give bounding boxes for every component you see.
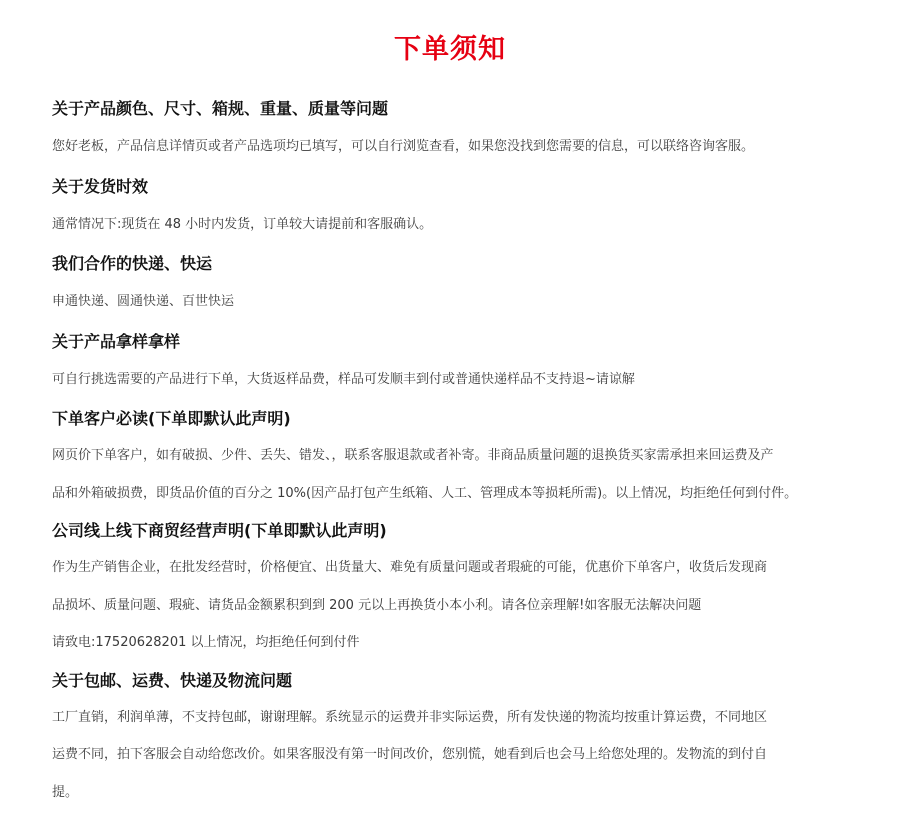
section-heading: 下单客户必读(下单即默认此声明) xyxy=(52,409,291,428)
section-text-line: 品和外箱破损费，即货品价值的百分之 10%(因产品打包产生纸箱、人工、管理成本等损耗所需)。以上情况，均拒绝任何到付件。 xyxy=(52,485,798,501)
section-business-statement xyxy=(52,516,848,662)
section-body xyxy=(52,128,848,166)
section-text-line: 通常情况下:现货在 48 小时内发货，订单较大请提前和客服确认。 xyxy=(52,216,433,232)
section-heading: 关于产品拿样拿样 xyxy=(52,331,181,351)
section-text-line: 提。 xyxy=(52,784,79,800)
section-body xyxy=(52,283,848,321)
section-text-line: 申通快递、圆通快递、百世快运 xyxy=(52,294,235,309)
section-text-line: 可自行挑选需要的产品进行下单，大货返样品费，样品可发顺丰到付或普通快递样品不支持退~请谅解 xyxy=(52,371,635,387)
page-title: 下单须知 xyxy=(394,34,506,65)
section-body xyxy=(52,361,848,399)
section-text-line: 作为生产销售企业，在批发经营时，价格便宜、出货量大、难免有质量问题或者瑕疵的可能，优惠价下单客户，收货后发现商 xyxy=(52,560,768,575)
section-text-line: 工厂直销，利润单薄，不支持包邮，谢谢理解。系统显示的运费并非实际运费，所有发快递的物流均按重计算运费，不同地区 xyxy=(52,709,768,725)
section-body xyxy=(52,699,848,812)
section-heading: 公司线上线下商贸经营声明(下单即默认此声明) xyxy=(52,521,387,540)
section-samples xyxy=(52,327,848,399)
section-shipping-time xyxy=(52,172,848,244)
section-customer-notice xyxy=(52,404,848,512)
section-text-line: 您好老板，产品信息详情页或者产品选项均已填写，可以自行浏览查看，如果您没找到您需要的信息，可以联络咨询客服。 xyxy=(52,139,755,154)
section-body xyxy=(52,549,848,662)
section-postage-logistics xyxy=(52,666,848,812)
section-text-line: 品损坏、质量问题、瑕疵、请货品金额累积到到 200 元以上再换货小本小利。请各位亲理解!如客服无法解决问题 xyxy=(52,597,702,613)
section-text-line: 运费不同，拍下客服会自动给您改价。如果客服没有第一时间改价，您别慌，她看到后也会马上给您处理的。发物流的到付自 xyxy=(52,747,768,762)
section-body xyxy=(52,206,848,244)
section-body xyxy=(52,437,848,512)
section-heading: 关于产品颜色、尺寸、箱规、重量、质量等问题 xyxy=(52,99,389,118)
section-heading: 我们合作的快递、快运 xyxy=(52,254,213,273)
section-text-line: 请致电:17520628201 以上情况，均拒绝任何到付件 xyxy=(52,635,360,650)
section-product-info xyxy=(52,94,848,166)
notice-sections xyxy=(52,94,848,811)
section-heading: 关于发货时效 xyxy=(52,176,149,196)
section-couriers xyxy=(52,249,848,321)
section-heading: 关于包邮、运费、快递及物流问题 xyxy=(52,670,293,690)
section-text-line: 网页价下单客户，如有破损、少件、丢失、错发、，联系客服退款或者补寄。非商品质量问题的退换货买家需承担来回运费及产 xyxy=(52,448,774,463)
